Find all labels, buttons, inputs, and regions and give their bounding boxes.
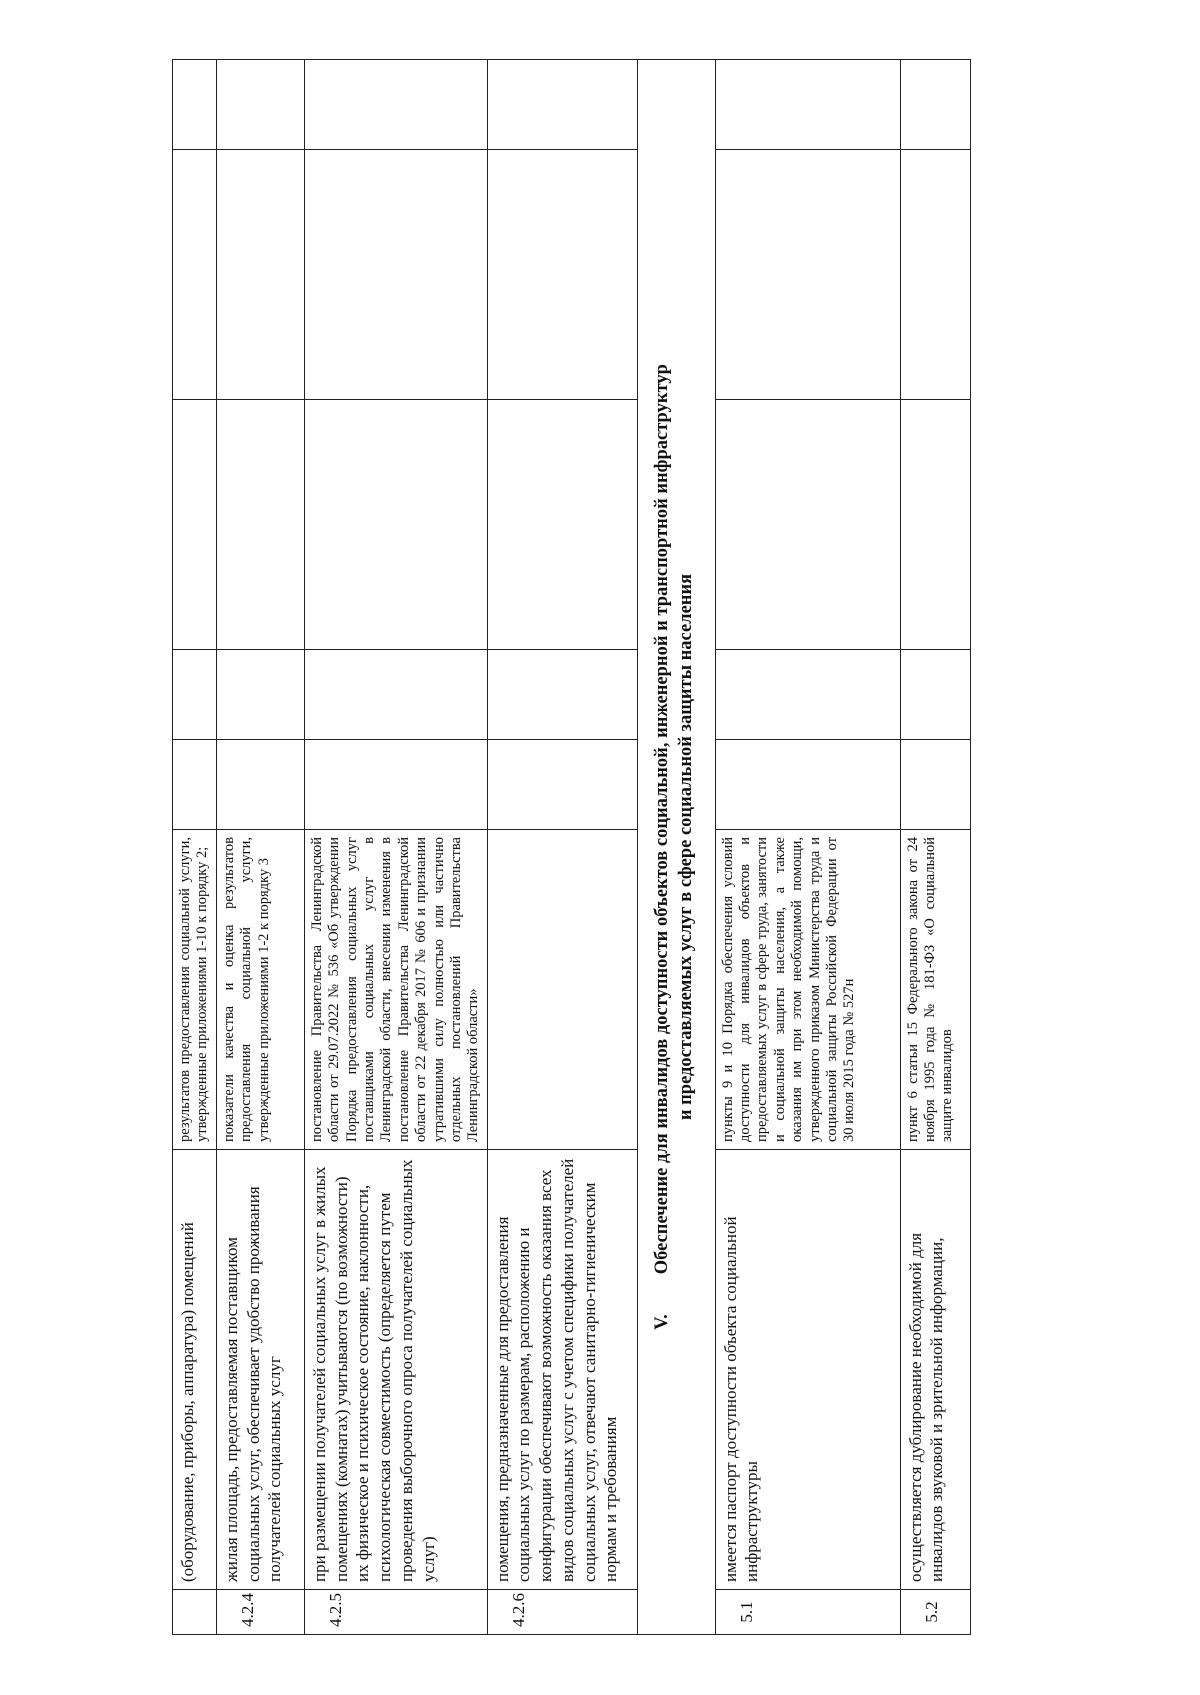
criterion-text: жилая площадь, предоставляемая поставщиком социальных услуг, обеспечивает удобство проживания получателей социальных услуг [216, 1150, 304, 1590]
normative-paragraph: постановление Правительства Ленинградской области от 29.07.2022 № 536 «Об утверждении Порядка предоставления социальных услуг поставщиками социальных услуг в Ленинградской области, внесении изменения в постановление Правительства Ленинградской области от 22 декабря 2017 № 606 и признании утратившими силу полностью или частично отдельных постановлений Правительства Ленинградской области» [308, 837, 482, 1142]
empty-cell [173, 740, 217, 830]
row-number [173, 1590, 217, 1635]
normative-basis [900, 830, 970, 1150]
criterion-text: помещения, предназначенные для предоставления социальных услуг по размерам, расположению и конфигурации обеспечивают возможность оказания всех видов социальных услуг с учетом специфики получателей социальных услуг, отвечают санитарно-гигиеническим нормам и требованиям [487, 1150, 637, 1590]
row-number: 4.2.6 [487, 1590, 637, 1635]
row-number: 5.1 [715, 1590, 900, 1635]
normative-basis [304, 830, 487, 1150]
criteria-table [172, 59, 971, 1635]
empty-cell [304, 60, 487, 150]
empty-cell [715, 60, 900, 150]
empty-cell [487, 60, 637, 150]
empty-cell [487, 150, 637, 400]
normative-basis [487, 830, 637, 1150]
empty-cell [173, 400, 217, 650]
empty-cell [216, 150, 304, 400]
empty-cell [715, 740, 900, 830]
row-number: 5.2 [900, 1590, 970, 1635]
criterion-text: осуществляется дублирование необходимой для инвалидов звуковой и зрительной информации, [900, 1150, 970, 1590]
row-number: 4.2.4 [216, 1590, 304, 1635]
criterion-text: (оборудование, приборы, аппаратура) помещений [173, 1150, 217, 1590]
normative-paragraph: пункты 9 и 10 Порядка обеспечения условий доступности для инвалидов объектов и предоставляемых услуг в сфере труда, занятости и социальной защиты населения, а также оказания им при этом необходимой помощи, утвержденного приказом Министерства труда и социальной защиты Российской Федерации от 30 июля 2015 года № 527н [719, 837, 858, 1142]
empty-cell [900, 400, 970, 650]
empty-cell [173, 650, 217, 740]
empty-cell [715, 150, 900, 400]
table-body [173, 60, 971, 1635]
empty-cell [487, 650, 637, 740]
scanned-page [172, 60, 1132, 1635]
normative-basis [715, 830, 900, 1150]
empty-cell [715, 650, 900, 740]
normative-paragraph: результатов предоставления социальной услуги, утвержденные приложениями 1-10 к порядку 2; [177, 837, 211, 1142]
empty-cell [216, 400, 304, 650]
empty-cell [304, 740, 487, 830]
section-number: V. [651, 1314, 672, 1330]
normative-basis [173, 830, 217, 1150]
row-number: 4.2.5 [304, 1590, 487, 1635]
table-row [900, 60, 970, 1635]
empty-cell [216, 60, 304, 150]
table-row [173, 60, 217, 1635]
empty-cell [900, 650, 970, 740]
criterion-text: имеется паспорт доступности объекта социальной инфраструктуры [715, 1150, 900, 1590]
section-title-line2: и предоставляемых услуг в сфере социальной защиты населения [675, 573, 696, 1121]
empty-cell [900, 150, 970, 400]
section-title-line1: Обеспечение для инвалидов доступности объектов социальной, инженерной и транспортной инфраструктур [651, 364, 672, 1275]
empty-cell [173, 60, 217, 150]
normative-paragraph: пункт 6 статьи 15 Федерального закона от 24 ноября 1995 года № 181-ФЗ «О социальной защите инвалидов [904, 837, 956, 1142]
empty-cell [487, 740, 637, 830]
empty-cell [216, 650, 304, 740]
empty-cell [304, 150, 487, 400]
normative-paragraph: показатели качества и оценка результатов предоставления социальной услуги, утвержденные приложениями 1-2 к порядку 3 [220, 837, 272, 1142]
section-header-row [637, 60, 715, 1635]
empty-cell [715, 400, 900, 650]
empty-cell [900, 740, 970, 830]
empty-cell [304, 650, 487, 740]
table-row [715, 60, 900, 1635]
table-row [216, 60, 304, 1635]
empty-cell [900, 60, 970, 150]
section-heading [637, 60, 715, 1635]
normative-basis [216, 830, 304, 1150]
empty-cell [173, 150, 217, 400]
empty-cell [216, 740, 304, 830]
empty-cell [487, 400, 637, 650]
table-row [487, 60, 637, 1635]
criterion-text: при размещении получателей социальных услуг в жилых помещениях (комнатах) учитываются (по возможности) их физическое и психическое состояние, наклонности, психологическая совместимость (определяется путем проведения выборочного опроса получателей социальных услуг) [304, 1150, 487, 1590]
empty-cell [304, 400, 487, 650]
table-row [304, 60, 487, 1635]
